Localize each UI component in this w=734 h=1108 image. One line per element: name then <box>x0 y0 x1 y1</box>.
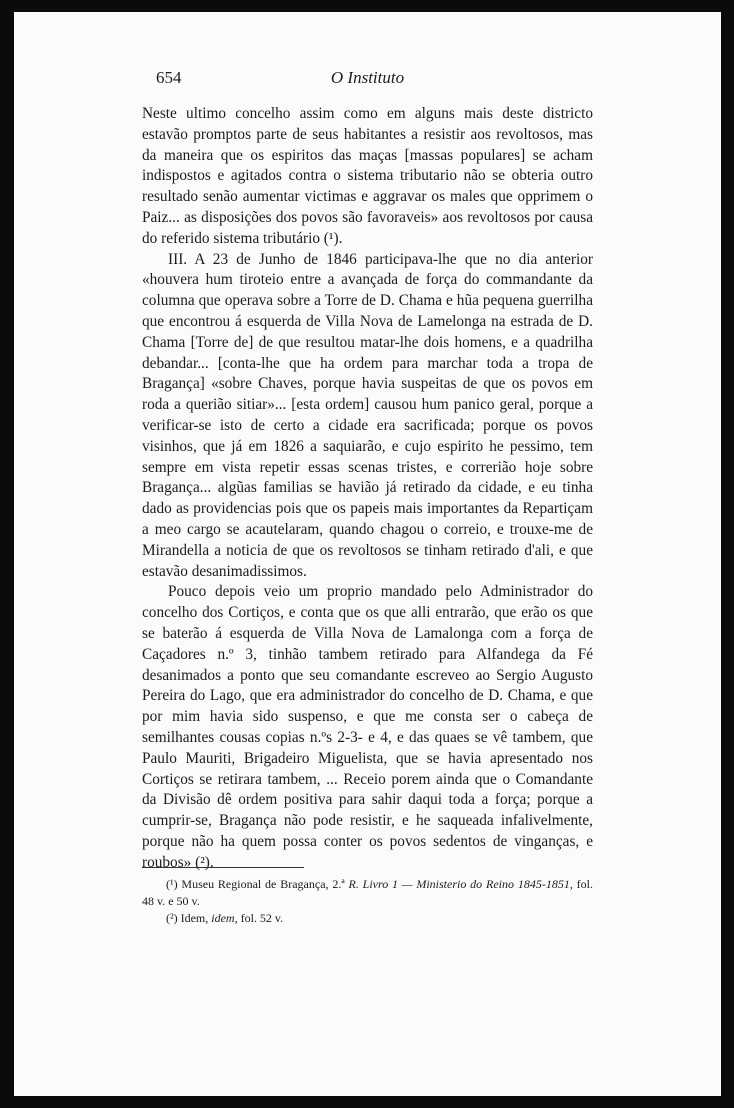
footnotes <box>142 876 593 927</box>
footnote-text: fol. 52 v. <box>237 911 284 925</box>
footnote-text: fol. 48 v. e 50 v. <box>142 877 593 908</box>
paragraph: III. A 23 de Junho de 1846 participava-lhe que no dia anterior «houvera hum tiroteio entre a avançada de força do commandante da columna que operava sobre a Torre de D. Chama e hũa pequena guerrilha que encontrou á esquerda de Villa Nova de Lamelonga na estrada de D. Chama [Torre de] de que resultou matar-lhe dois homens, e a quadrilha debandar... [conta-lhe que ha ordem para marchar toda a tropa de Bragança] «sobre Chaves, porque havia suspeitas de que os povos em roda a querião sitiar»... [esta ordem] causou hum panico geral, porque a verificar-se isto de certo a cidade era sacrificada; porque os povos visinhos, que já em 1826 a saquiarão, e cujo espirito he pessimo, tem sempre em vista repetir essas scenas tristes, e correrião hoje sobre Bragança... algũas familias se havião já retirado da cidade, e eu tinha dado as providencias pois que os papeis mais importantes da Repartiçam a meo cargo se acautelaram, quando chagou o correio, e trouxe-me de Mirandella a noticia de que os revoltosos se tinham retirado d'ali, e que estavão desanimadissimos. <box>142 250 593 580</box>
running-title: O Instituto <box>330 68 405 87</box>
footnote <box>142 876 593 910</box>
page-header <box>156 68 579 90</box>
paragraph: Pouco depois veio um proprio mandado pelo Administrador do concelho dos Cortiços, e conta que os que alli entrarão, que erão os que se baterão á esquerda de Villa Nova de Lamalonga com a força de Caçadores n.º 3, tinhão tambem retirado para Alfandega da Fé desanimados a ponto que seu comandante escreveo ao Sergio Augusto Pereira do Lago, que era administrador do concelho de D. Chama, e que por mim havia sido suspenso, e que me consta ser o cabeça de semilhantes cousas copias n.ºs 2-3- e 4, e das quaes se vê tambem, que Paulo Mauriti, Brigadeiro Miguelista, que se havia apresentado nos Cortiços se retirara tambem, ... Receio porem ainda que o Comandante da Divisão dê ordem positiva para sahir daqui toda a força; porque a cumprir-se, Bragança não pode resistir, e he saqueada infalivelmente, porque não ha quem possa conter os povos sedentos de vinganças, e roubos» (²). <box>142 583 593 871</box>
footnote <box>142 910 593 927</box>
page-number: 654 <box>156 68 182 87</box>
paragraph: Neste ultimo concelho assim como em alguns mais deste districto estavão promptos parte de seus habitantes a resistir aos revoltosos, mas da maneira que os espiritos das maças [massas populares] se acham indispostos e agitados contra o sistema tributario não se obteria outro resultado senão aumentar victimas e aggravar os males que opprimem o Paiz... as disposições dos povos são favoraveis» aos revoltosos por causa do referido sistema tributário (¹). <box>142 105 593 247</box>
footnote-italic: idem, <box>211 911 238 925</box>
body-text <box>142 104 593 873</box>
footnote-rule <box>142 867 304 868</box>
footnote-text: (²) Idem, <box>166 911 212 925</box>
footnote-italic: R. Livro 1 — Ministerio do Reino 1845-1851, <box>348 877 573 891</box>
footnote-text: (¹) Museu Regional de Bragança, 2.ª <box>166 877 349 891</box>
